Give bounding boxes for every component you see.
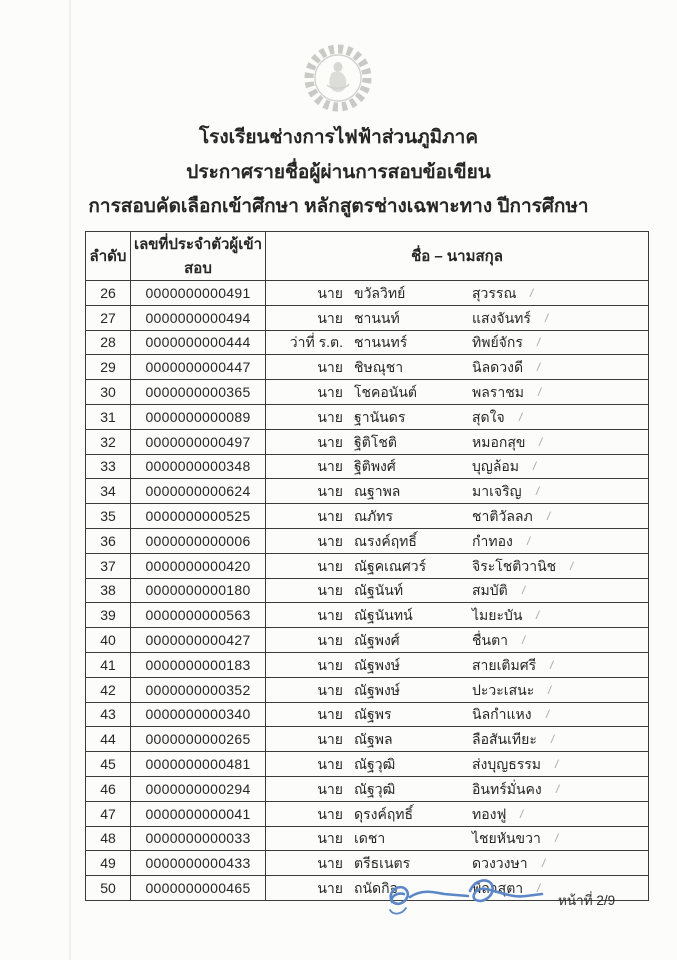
row-examinee-id: 0000000000033 <box>131 826 266 851</box>
row-last-name: ลือสันเทียะ <box>472 731 537 748</box>
row-last-name: ปะวะเสนะ <box>472 681 535 698</box>
row-title-prefix: นาย <box>317 359 343 376</box>
row-title-prefix: ว่าที่ ร.ต. <box>289 334 343 351</box>
row-title-prefix: นาย <box>317 384 343 401</box>
table-row <box>86 454 649 479</box>
row-examinee-id: 0000000000447 <box>131 355 266 380</box>
row-first-name: ขวัลวิทย์ <box>354 284 406 301</box>
row-last-name: จิระโชติวานิช <box>472 557 557 574</box>
row-number: 50 <box>86 876 131 901</box>
row-last-name: สายเติมศรี <box>472 656 537 673</box>
row-last-name: ชาติวัลลภ <box>472 508 533 525</box>
name-wrap <box>266 608 648 622</box>
table-row <box>86 281 649 306</box>
row-examinee-id: 0000000000006 <box>131 528 266 553</box>
row-name-cell <box>266 429 649 454</box>
row-name-cell <box>266 454 649 479</box>
row-first-name: ณัฐวุฒิ <box>354 780 396 797</box>
row-name-cell <box>266 826 649 851</box>
row-first-name: ณภัทร <box>354 508 393 525</box>
row-title-prefix: นาย <box>317 706 343 723</box>
name-wrap <box>266 583 648 597</box>
row-name-cell <box>266 355 649 380</box>
row-title-prefix: นาย <box>317 780 343 797</box>
row-title-prefix: นาย <box>317 532 343 549</box>
name-wrap <box>266 559 648 573</box>
row-first-name: ณัฐนันทน์ <box>354 607 413 624</box>
row-number: 36 <box>86 528 131 553</box>
header-no: ลำดับ <box>86 232 131 281</box>
row-first-name: ดุรงค์ฤทธิ์ <box>354 805 414 822</box>
name-wrap <box>266 856 648 870</box>
table-row <box>86 479 649 504</box>
name-wrap <box>266 360 648 374</box>
row-title-prefix: นาย <box>317 309 343 326</box>
name-wrap <box>266 459 648 473</box>
check-mark-icon: / <box>545 508 552 524</box>
row-examinee-id: 0000000000624 <box>131 479 266 504</box>
name-wrap <box>266 782 648 796</box>
check-mark-icon: / <box>534 484 540 499</box>
row-last-name: แสงจันทร์ <box>472 309 531 326</box>
row-title-prefix: นาย <box>317 607 343 624</box>
table-row <box>86 628 649 653</box>
row-name-cell <box>266 504 649 529</box>
row-last-name: ดวงวงษา <box>472 855 528 872</box>
table-row <box>86 380 649 405</box>
table-row <box>86 504 649 529</box>
document-title-block <box>0 121 677 225</box>
row-last-name: พิลาสุตา <box>472 880 524 897</box>
check-mark-icon: / <box>554 781 561 796</box>
row-name-cell <box>266 727 649 752</box>
row-first-name: ณัฐนันท์ <box>354 582 404 599</box>
row-first-name: ชานนท์ <box>354 309 400 326</box>
table-row <box>86 429 649 454</box>
header-id: เลขที่ประจำตัวผู้เข้าสอบ <box>131 232 266 281</box>
row-examinee-id: 0000000000444 <box>131 330 266 355</box>
check-mark-icon: / <box>529 285 535 301</box>
name-wrap <box>266 509 648 523</box>
header-name: ชื่อ – นามสกุล <box>266 232 649 281</box>
name-wrap <box>266 658 648 672</box>
row-examinee-id: 0000000000265 <box>131 727 266 752</box>
check-mark-icon: / <box>543 310 550 325</box>
row-first-name: ณัฐพงศ์ <box>354 632 400 649</box>
table-row <box>86 801 649 826</box>
name-wrap <box>266 633 648 647</box>
row-last-name: นิลกำแหง <box>472 706 532 723</box>
row-title-prefix: นาย <box>317 458 343 475</box>
row-first-name: โชคอนันต์ <box>354 384 418 401</box>
row-name-cell <box>266 677 649 702</box>
title-line-1: โรงเรียนช่างการไฟฟ้าส่วนภูมิภาค <box>198 127 479 148</box>
row-examinee-id: 0000000000294 <box>131 776 266 801</box>
row-number: 32 <box>86 429 131 454</box>
row-first-name: ณัฐพล <box>354 731 393 748</box>
row-number: 49 <box>86 851 131 876</box>
table-row <box>86 702 649 727</box>
row-last-name: สุวรรณ <box>472 284 517 301</box>
row-title-prefix: นาย <box>317 582 343 599</box>
row-name-cell <box>266 801 649 826</box>
row-last-name: ส่งบุญธรรม <box>472 756 542 773</box>
check-mark-icon: / <box>532 459 538 474</box>
row-title-prefix: นาย <box>317 830 343 847</box>
row-name-cell <box>266 553 649 578</box>
check-mark-icon: / <box>538 434 544 449</box>
table-row <box>86 826 649 851</box>
table-row <box>86 330 649 355</box>
table-row <box>86 603 649 628</box>
check-mark-icon: / <box>554 756 560 772</box>
row-number: 35 <box>86 504 131 529</box>
row-first-name: ถนัดกิจ <box>354 880 398 897</box>
row-first-name: ฐานันดร <box>354 408 406 425</box>
table-header-row <box>86 232 649 281</box>
row-title-prefix: นาย <box>317 681 343 698</box>
check-mark-icon: / <box>553 831 560 846</box>
row-title-prefix: นาย <box>317 731 343 748</box>
table-row <box>86 851 649 876</box>
table-row <box>86 677 649 702</box>
table-row <box>86 305 649 330</box>
row-number: 48 <box>86 826 131 851</box>
name-wrap <box>266 385 648 399</box>
gear-emblem-icon <box>298 40 378 118</box>
row-number: 31 <box>86 404 131 429</box>
row-examinee-id: 0000000000348 <box>131 454 266 479</box>
table-row <box>86 528 649 553</box>
title-line-2: ประกาศรายชื่อผู้ผ่านการสอบข้อเขียน <box>186 161 491 183</box>
row-number: 43 <box>86 702 131 727</box>
check-mark-icon: / <box>549 657 555 673</box>
row-last-name: อินทร์มั่นคง <box>472 780 542 797</box>
row-number: 30 <box>86 380 131 405</box>
row-examinee-id: 0000000000427 <box>131 628 266 653</box>
table-row <box>86 578 649 603</box>
row-title-prefix: นาย <box>317 284 343 301</box>
row-last-name: ไชยหันขวา <box>472 830 541 847</box>
row-examinee-id: 0000000000041 <box>131 801 266 826</box>
row-title-prefix: นาย <box>317 632 343 649</box>
row-first-name: ณัฐวุฒิ <box>354 756 396 773</box>
check-mark-icon: / <box>535 335 542 350</box>
row-examinee-id: 0000000000089 <box>131 404 266 429</box>
row-number: 39 <box>86 603 131 628</box>
row-name-cell <box>266 479 649 504</box>
check-mark-icon: / <box>525 533 532 549</box>
row-first-name: ณัฐคเณศวร์ <box>354 557 427 574</box>
row-first-name: ชิษณุชา <box>354 359 404 376</box>
row-name-cell <box>266 528 649 553</box>
row-title-prefix: นาย <box>317 408 343 425</box>
check-mark-icon: / <box>547 682 553 697</box>
row-last-name: มาเจริญ <box>472 483 522 500</box>
row-first-name: ตรีธเนตร <box>354 855 411 872</box>
row-name-cell <box>266 652 649 677</box>
check-mark-icon: / <box>520 583 527 598</box>
row-name-cell <box>266 281 649 306</box>
row-first-name: ฐิติโชติ <box>354 433 397 450</box>
row-title-prefix: นาย <box>317 880 343 897</box>
name-wrap <box>266 534 648 548</box>
row-last-name: ชื่นตา <box>472 632 509 649</box>
table-row <box>86 752 649 777</box>
row-name-cell <box>266 628 649 653</box>
row-title-prefix: นาย <box>317 557 343 574</box>
row-number: 40 <box>86 628 131 653</box>
row-last-name: กำทอง <box>472 532 513 549</box>
row-number: 28 <box>86 330 131 355</box>
row-title-prefix: นาย <box>317 433 343 450</box>
name-wrap <box>266 335 648 349</box>
row-examinee-id: 0000000000352 <box>131 677 266 702</box>
row-name-cell <box>266 305 649 330</box>
row-first-name: ณฐาพล <box>354 483 401 500</box>
name-wrap <box>266 683 648 697</box>
name-wrap <box>266 435 648 449</box>
check-mark-icon: / <box>569 558 575 573</box>
row-name-cell <box>266 578 649 603</box>
check-mark-icon: / <box>536 360 542 375</box>
row-number: 26 <box>86 281 131 306</box>
title-line-3: การสอบคัดเลือกเข้าศึกษา หลักสูตรช่างเฉพาะทาง ปีการศึกษา <box>88 196 589 217</box>
row-last-name: หมอกสุข <box>472 433 526 450</box>
row-examinee-id: 0000000000497 <box>131 429 266 454</box>
row-examinee-id: 0000000000433 <box>131 851 266 876</box>
row-name-cell <box>266 330 649 355</box>
check-mark-icon: / <box>517 409 523 425</box>
name-wrap <box>266 707 648 721</box>
name-wrap <box>266 484 648 498</box>
table-row <box>86 652 649 677</box>
row-name-cell <box>266 776 649 801</box>
name-wrap <box>266 286 648 300</box>
row-number: 37 <box>86 553 131 578</box>
examinee-table <box>85 231 649 901</box>
check-mark-icon: / <box>549 732 556 747</box>
row-last-name: นิลดวงดี <box>472 359 524 376</box>
row-last-name: สมบัติ <box>472 582 508 599</box>
row-number: 41 <box>86 652 131 677</box>
row-examinee-id: 0000000000183 <box>131 652 266 677</box>
row-last-name: บุญล้อม <box>472 458 520 475</box>
row-title-prefix: นาย <box>317 756 343 773</box>
row-first-name: ณัฐพงษ์ <box>354 681 401 698</box>
row-number: 44 <box>86 727 131 752</box>
row-number: 38 <box>86 578 131 603</box>
table-row <box>86 776 649 801</box>
check-mark-icon: / <box>535 608 541 623</box>
table-row <box>86 553 649 578</box>
row-name-cell <box>266 702 649 727</box>
row-number: 29 <box>86 355 131 380</box>
row-title-prefix: นาย <box>317 508 343 525</box>
signature-scribble <box>380 870 552 926</box>
row-examinee-id: 0000000000180 <box>131 578 266 603</box>
row-examinee-id: 0000000000340 <box>131 702 266 727</box>
row-last-name: พลราชม <box>472 384 524 401</box>
row-number: 34 <box>86 479 131 504</box>
row-name-cell <box>266 380 649 405</box>
row-last-name: สุดใจ <box>472 408 505 425</box>
row-examinee-id: 0000000000563 <box>131 603 266 628</box>
row-title-prefix: นาย <box>317 483 343 500</box>
row-number: 42 <box>86 677 131 702</box>
check-mark-icon: / <box>519 806 525 821</box>
row-number: 46 <box>86 776 131 801</box>
row-first-name: ฐิติพงศ์ <box>354 458 396 475</box>
row-name-cell <box>266 404 649 429</box>
row-number: 47 <box>86 801 131 826</box>
check-mark-icon: / <box>536 384 543 400</box>
row-last-name: ไมยะบัน <box>472 607 523 624</box>
row-examinee-id: 0000000000494 <box>131 305 266 330</box>
row-name-cell <box>266 752 649 777</box>
check-mark-icon: / <box>544 707 550 722</box>
name-wrap <box>266 732 648 746</box>
name-wrap <box>266 757 648 771</box>
row-first-name: ชานนทร์ <box>354 334 408 351</box>
row-last-name: ทองฟู <box>472 805 507 822</box>
row-number: 45 <box>86 752 131 777</box>
name-wrap <box>266 831 648 845</box>
check-mark-icon: / <box>521 632 527 648</box>
row-first-name: เดชา <box>354 830 386 847</box>
row-examinee-id: 0000000000481 <box>131 752 266 777</box>
row-title-prefix: นาย <box>317 805 343 822</box>
row-number: 33 <box>86 454 131 479</box>
name-wrap <box>266 410 648 424</box>
row-first-name: ณัฐพงษ์ <box>354 656 401 673</box>
row-examinee-id: 0000000000420 <box>131 553 266 578</box>
row-first-name: ณรงค์ฤทธิ์ <box>354 532 417 549</box>
table-body <box>86 281 649 901</box>
row-first-name: ณัฐพร <box>354 706 392 723</box>
row-number: 27 <box>86 305 131 330</box>
row-examinee-id: 0000000000491 <box>131 281 266 306</box>
row-last-name: ทิพย์จักร <box>472 334 523 351</box>
check-mark-icon: / <box>536 880 542 896</box>
row-examinee-id: 0000000000465 <box>131 876 266 901</box>
table-row <box>86 727 649 752</box>
table-row <box>86 355 649 380</box>
row-title-prefix: นาย <box>317 855 343 872</box>
page-number-label: หน้าที่ 2/9 <box>558 893 616 908</box>
row-name-cell <box>266 603 649 628</box>
row-title-prefix: นาย <box>317 656 343 673</box>
check-mark-icon: / <box>540 856 546 871</box>
row-examinee-id: 0000000000365 <box>131 380 266 405</box>
name-wrap <box>266 311 648 325</box>
table-row <box>86 404 649 429</box>
name-wrap <box>266 807 648 821</box>
row-examinee-id: 0000000000525 <box>131 504 266 529</box>
